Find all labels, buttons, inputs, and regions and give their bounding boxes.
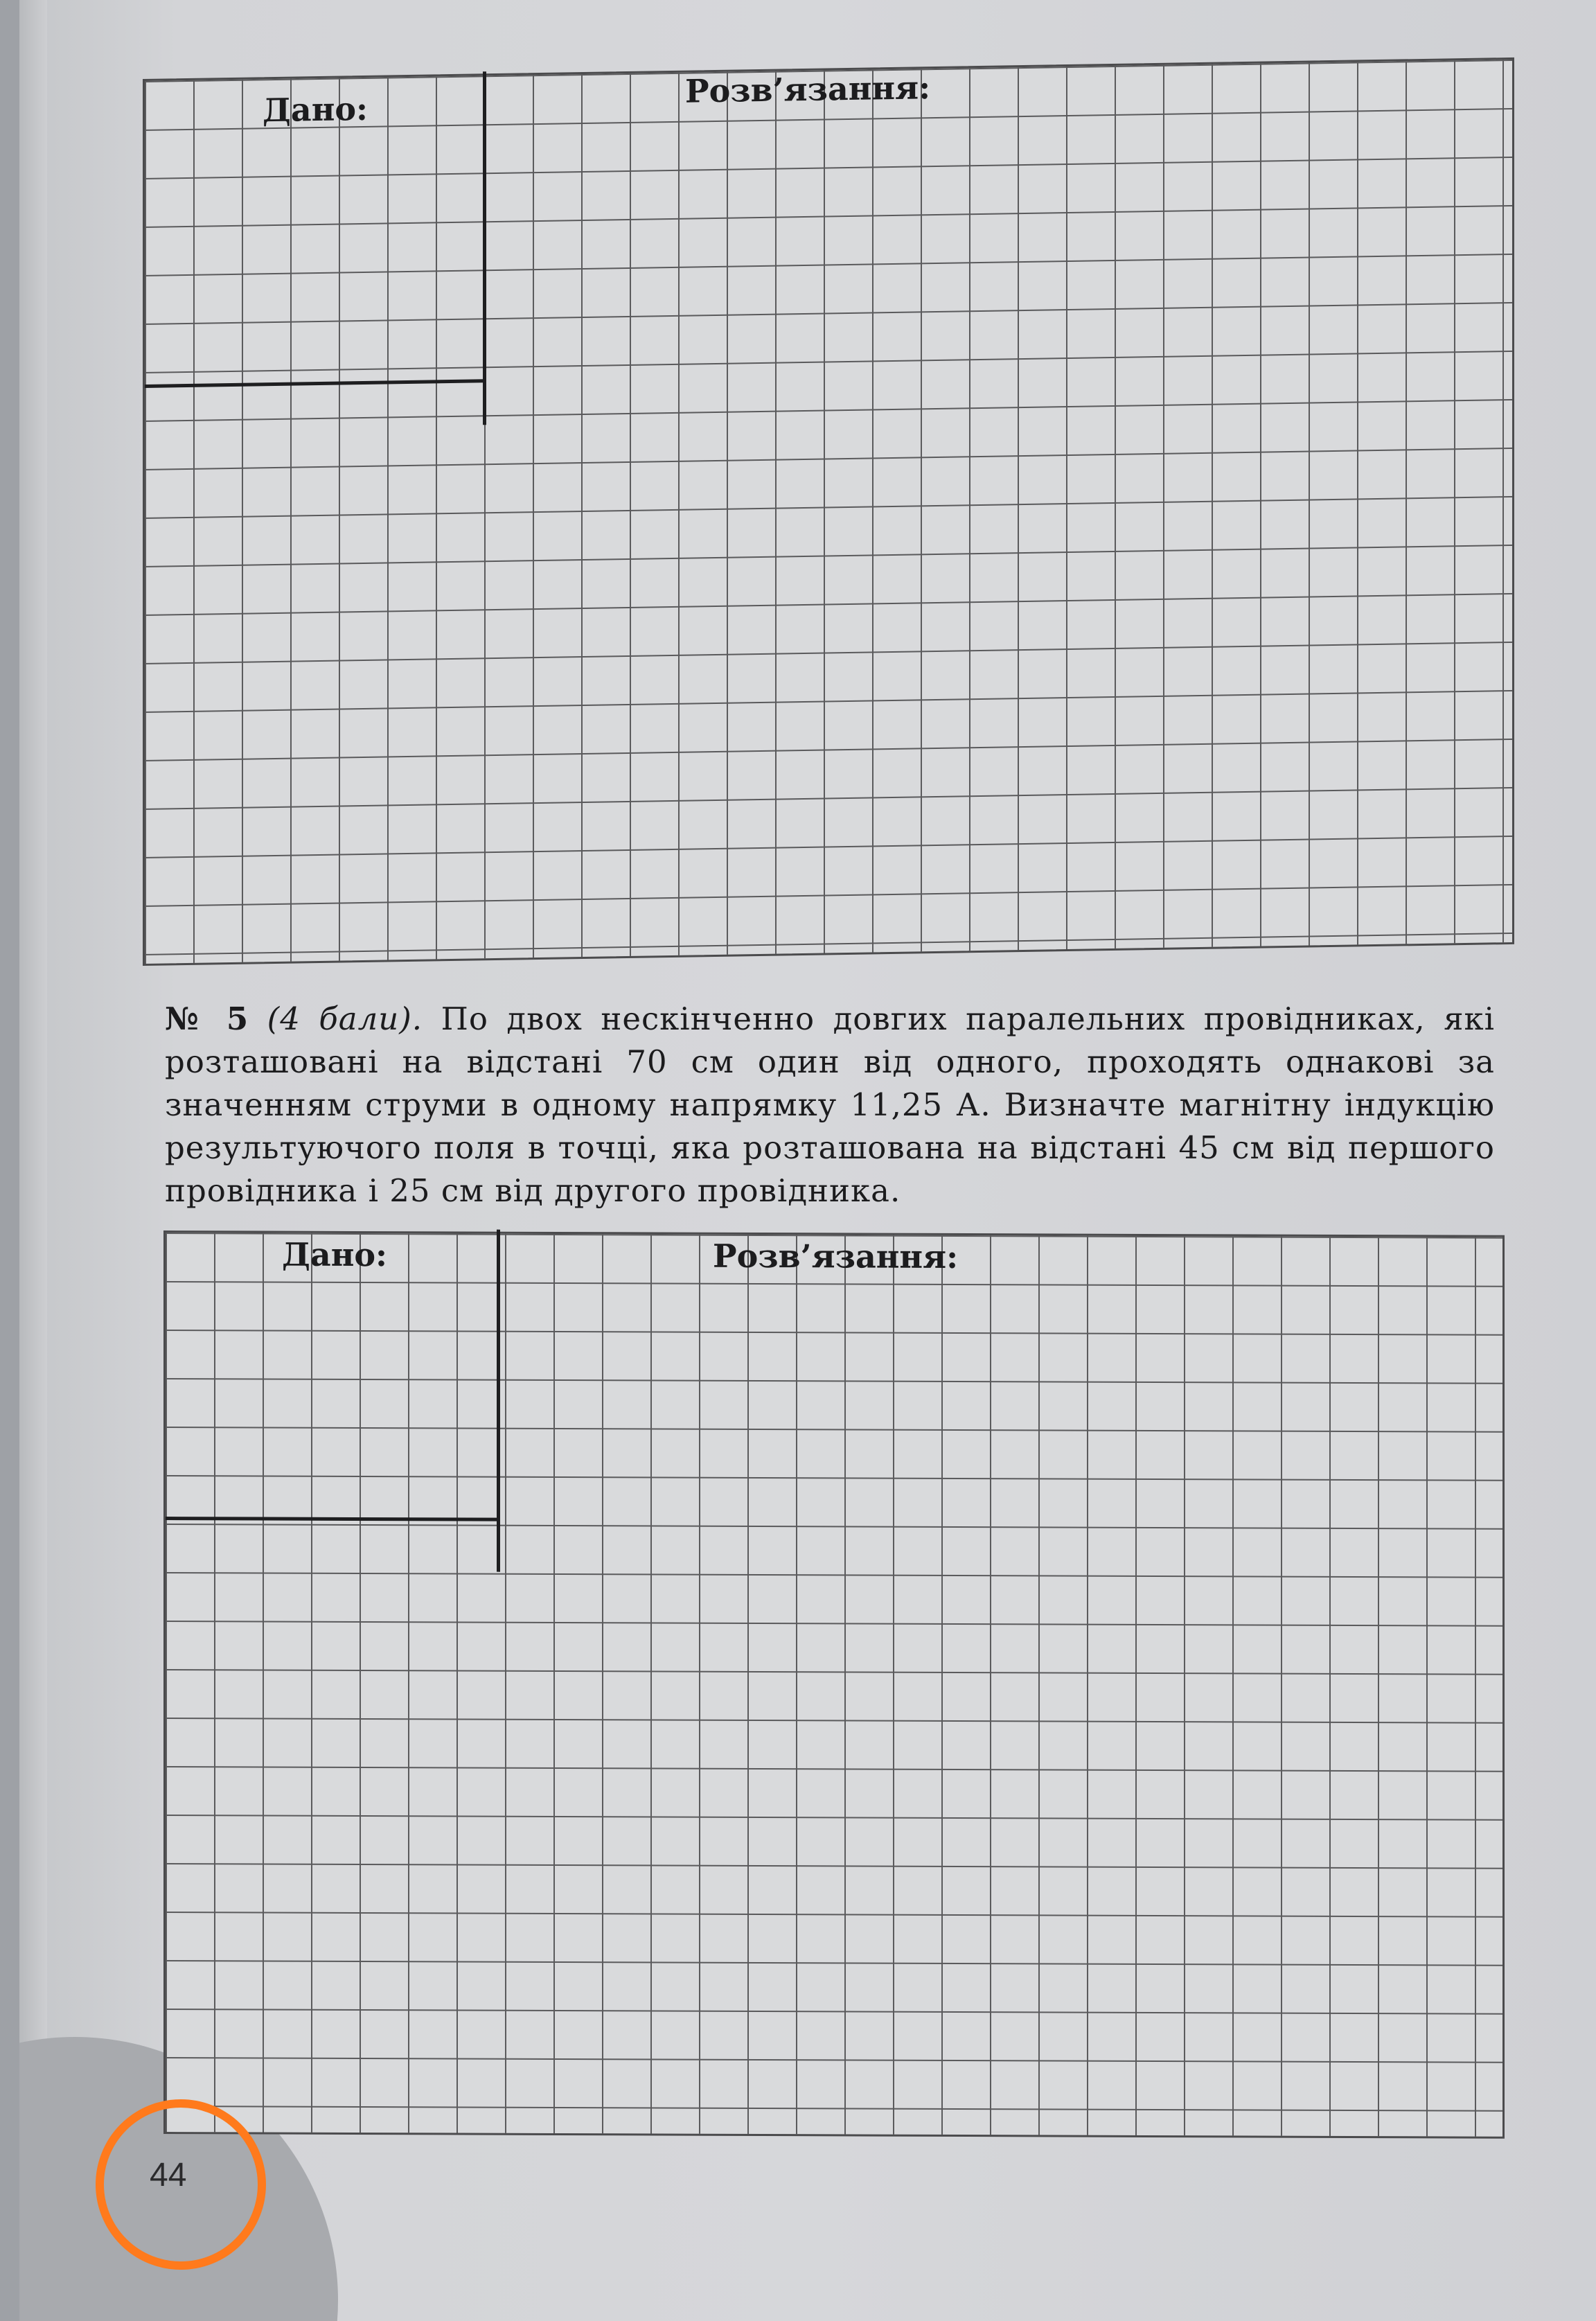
- solution-label: Розв’язання:: [685, 69, 931, 110]
- page-number: 44: [150, 2157, 187, 2194]
- given-divider-horizontal: [166, 1517, 498, 1521]
- page-number-highlight-circle: [96, 2099, 266, 2270]
- given-label: Дано:: [282, 1235, 388, 1274]
- task-number: № 5: [165, 1000, 249, 1037]
- task-5: [165, 998, 1495, 1212]
- task-text: По двох нескінченно довгих паралельних провідниках, які розташовані на відстані 70 см один від одного, проходять однакові за значенням струми в одному напрямку 11,25 А. Визначте магнітну індукцію результуючого поля в точці, яка розташована на відстані 45 см від першого провідника і 25 см від другого провідника.: [165, 1000, 1496, 1209]
- answer-grid-bottom[interactable]: [163, 1230, 1505, 2139]
- solution-label: Розв’язання:: [713, 1237, 959, 1276]
- given-label: Дано:: [263, 89, 369, 130]
- workbook-page: [19, 0, 1596, 2321]
- given-divider-horizontal: [145, 379, 484, 388]
- page-edge: [19, 0, 47, 2321]
- given-divider-vertical: [483, 71, 486, 425]
- task-points: (4 бали).: [267, 1000, 423, 1037]
- answer-grid-top[interactable]: [143, 58, 1514, 966]
